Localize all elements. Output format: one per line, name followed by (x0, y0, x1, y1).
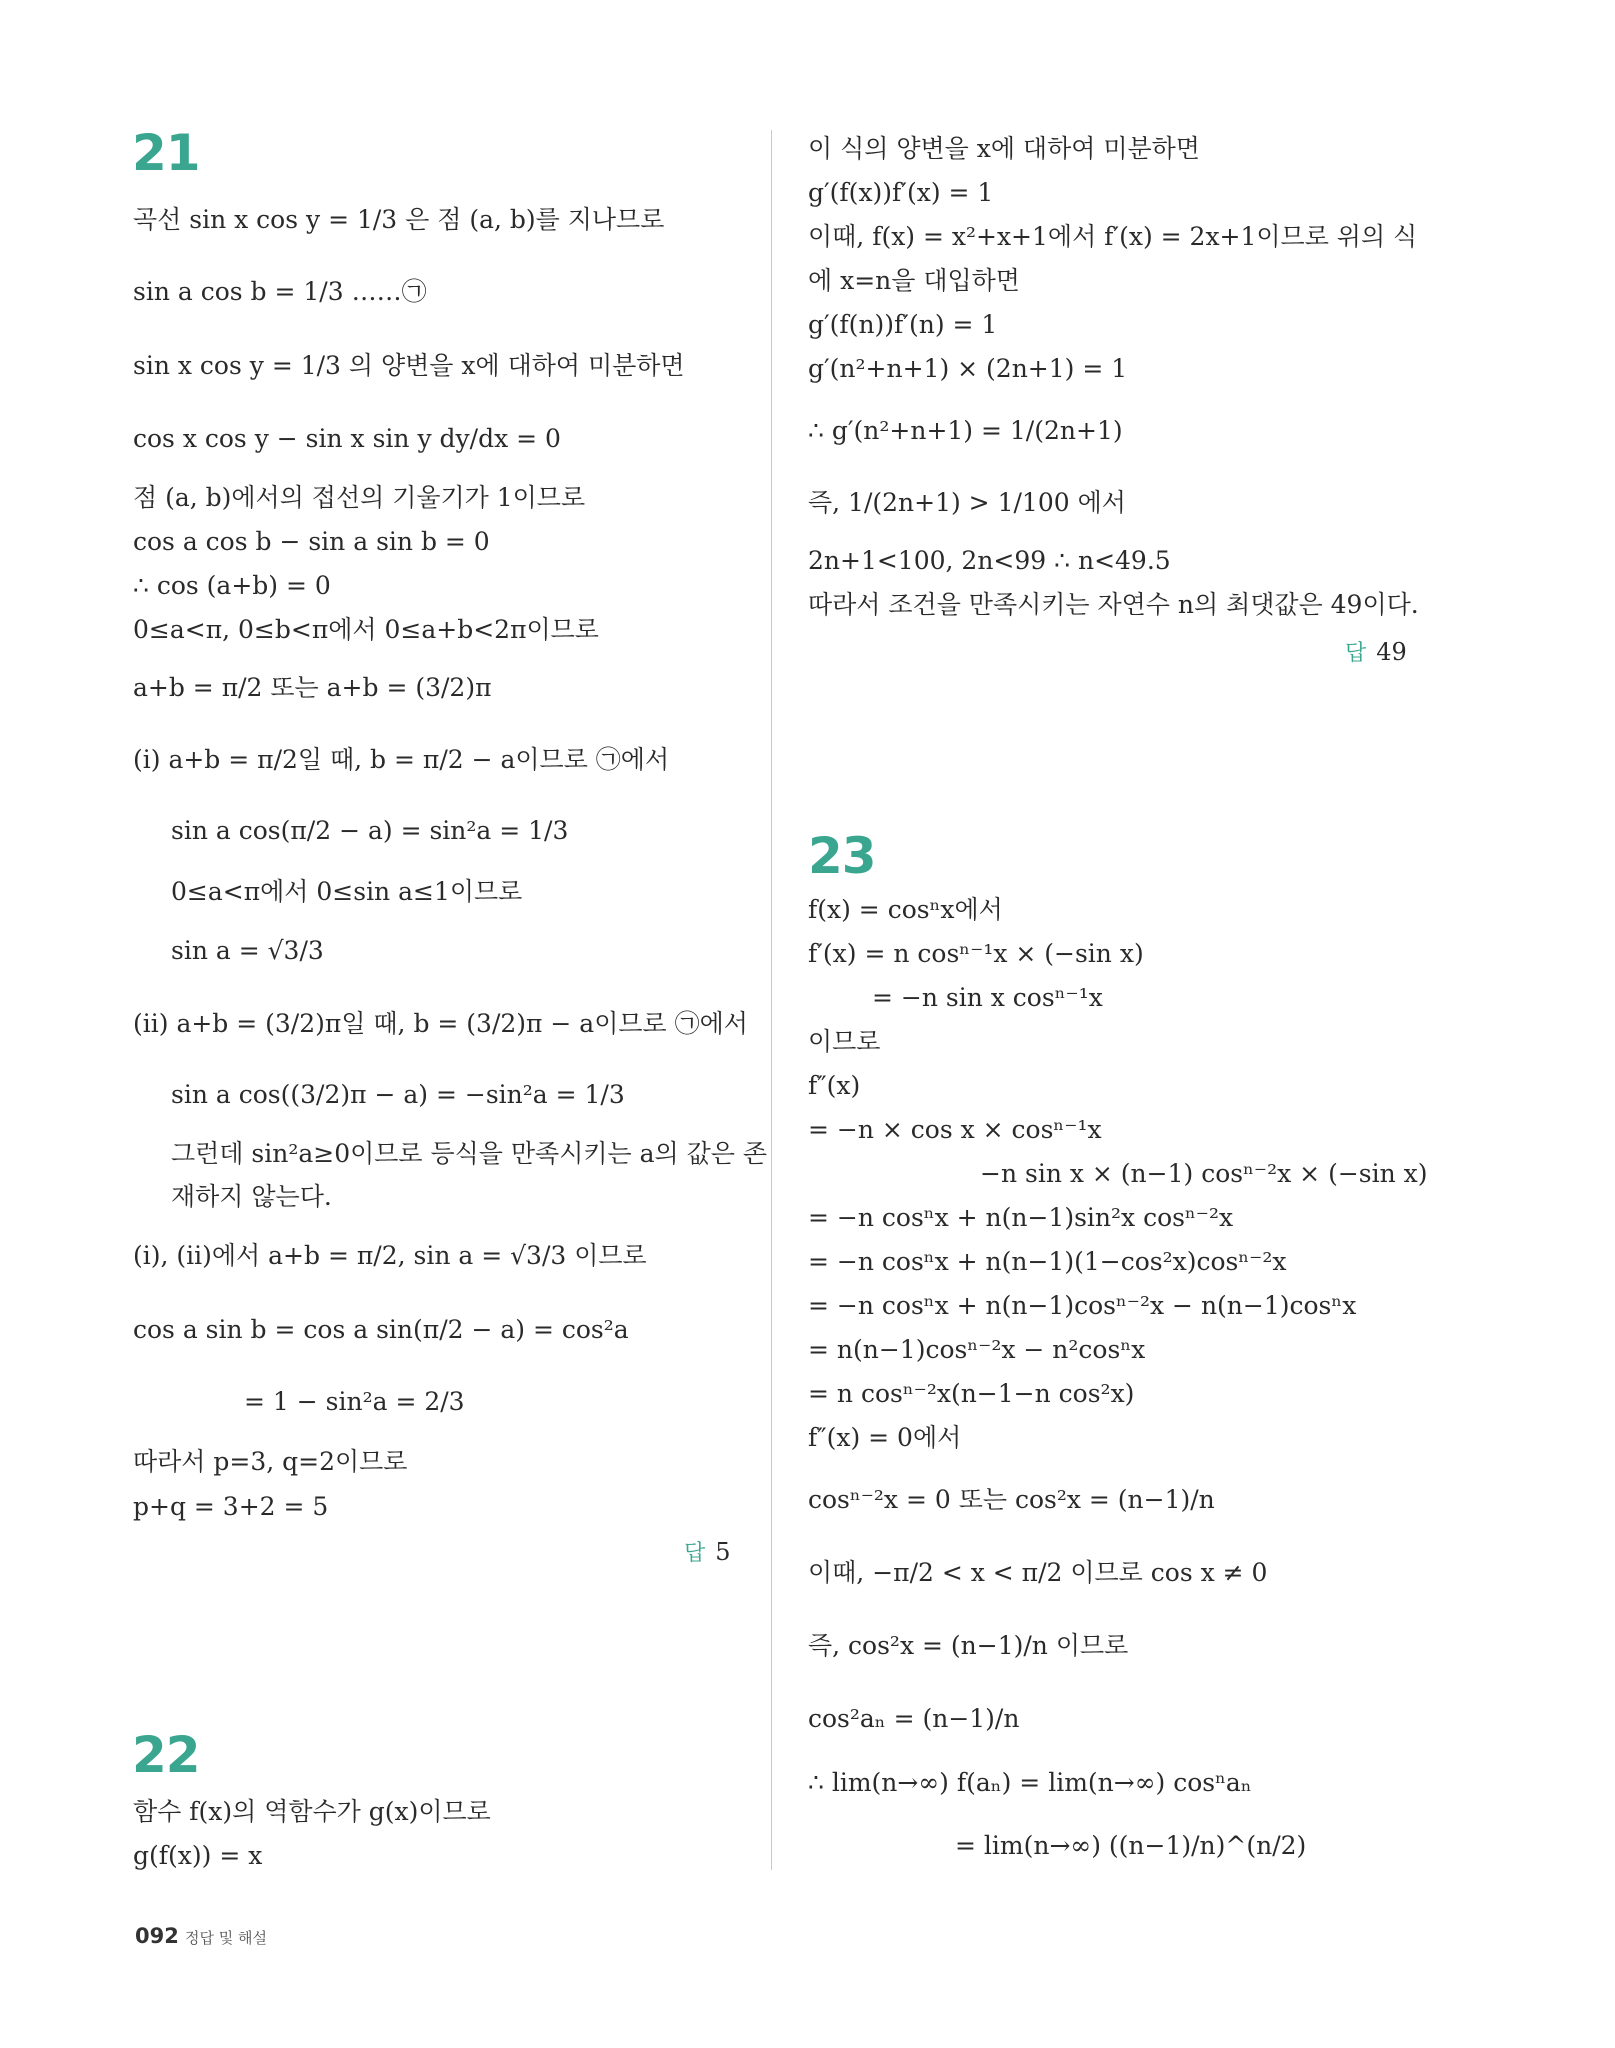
p21-line-13: sin a = √3/3 (171, 936, 324, 965)
p22-right-line-8: 즉, 1/(2n+1) > 1/100 에서 (808, 488, 1126, 517)
footer-label: 정답 및 해설 (185, 1929, 267, 1947)
p23-line-7: −n sin x × (n−1) cosⁿ⁻²x × (−sin x) (980, 1159, 1428, 1188)
p23-line-8: = −n cosⁿx + n(n−1)sin²x cosⁿ⁻²x (808, 1203, 1234, 1232)
p23-line-2: f′(x) = n cosⁿ⁻¹x × (−sin x) (808, 939, 1144, 968)
p21-line-16: 그런데 sin²a≥0이므로 등식을 만족시키는 a의 값은 존 (171, 1139, 767, 1168)
p22-right-line-1: 이 식의 양변을 x에 대하여 미분하면 (808, 134, 1200, 163)
p21-line-3: sin x cos y = 1/3 의 양변을 x에 대하여 미분하면 (133, 351, 685, 380)
p23-line-13: f″(x) = 0에서 (808, 1423, 962, 1452)
p21-line-1: 곡선 sin x cos y = 1/3 은 점 (a, b)를 지나므로 (133, 205, 665, 234)
p21-line-21: 따라서 p=3, q=2이므로 (133, 1447, 408, 1476)
p21-line-22: p+q = 3+2 = 5 (133, 1492, 329, 1521)
column-divider (771, 130, 772, 1870)
p22-right-line-5: g′(f(n))f′(n) = 1 (808, 310, 998, 339)
p23-line-10: = −n cosⁿx + n(n−1)cosⁿ⁻²x − n(n−1)cosⁿx (808, 1291, 1357, 1320)
problem-21-number: 21 (132, 124, 200, 182)
p22-answer (1345, 636, 1407, 667)
p23-line-9: = −n cosⁿx + n(n−1)(1−cos²x)cosⁿ⁻²x (808, 1247, 1287, 1276)
p23-line-1: f(x) = cosⁿx에서 (808, 895, 1003, 924)
p21-line-19: cos a sin b = cos a sin(π/2 − a) = cos²a (133, 1315, 629, 1344)
p21-line-4: cos x cos y − sin x sin y dy/dx = 0 (133, 424, 561, 453)
p21-line-11: sin a cos(π/2 − a) = sin²a = 1/3 (171, 816, 569, 845)
p23-line-14: cosⁿ⁻²x = 0 또는 cos²x = (n−1)/n (808, 1485, 1215, 1514)
p23-line-6: = −n × cos x × cosⁿ⁻¹x (808, 1115, 1102, 1144)
p21-line-18: (ⅰ), (ⅱ)에서 a+b = π/2, sin a = √3/3 이므로 (133, 1241, 647, 1270)
answer-label: 답 (1345, 641, 1367, 666)
p22-right-line-2: g′(f(x))f′(x) = 1 (808, 178, 994, 207)
p22-right-line-3: 이때, f(x) = x²+x+1에서 f′(x) = 2x+1이므로 위의 식 (808, 222, 1418, 251)
p22-left-line-2: g(f(x)) = x (133, 1841, 263, 1870)
problem-22-number: 22 (132, 1726, 200, 1784)
p23-line-12: = n cosⁿ⁻²x(n−1−n cos²x) (808, 1379, 1135, 1408)
p22-left-line-1: 함수 f(x)의 역함수가 g(x)이므로 (133, 1797, 491, 1826)
p22-right-line-4: 에 x=n을 대입하면 (808, 266, 1020, 295)
problem-23-number: 23 (808, 827, 876, 885)
p23-line-18: ∴ lim(n→∞) f(aₙ) = lim(n→∞) cosⁿaₙ (808, 1768, 1252, 1797)
p23-line-17: cos²aₙ = (n−1)/n (808, 1704, 1020, 1733)
p22-right-line-6: g′(n²+n+1) × (2n+1) = 1 (808, 354, 1128, 383)
p23-line-16: 즉, cos²x = (n−1)/n 이므로 (808, 1631, 1129, 1660)
p21-line-8: 0≤a<π, 0≤b<π에서 0≤a+b<2π이므로 (133, 615, 599, 644)
p23-line-11: = n(n−1)cosⁿ⁻²x − n²cosⁿx (808, 1335, 1146, 1364)
p21-line-14: (ⅱ) a+b = (3/2)π일 때, b = (3/2)π − a이므로 ㉠에서 (133, 1009, 748, 1038)
p21-line-6: cos a cos b − sin a sin b = 0 (133, 527, 490, 556)
answer-value: 5 (715, 1538, 731, 1566)
p21-line-7: ∴ cos (a+b) = 0 (133, 571, 331, 600)
p22-right-line-10: 따라서 조건을 만족시키는 자연수 n의 최댓값은 49이다. (808, 590, 1419, 619)
p21-line-5: 점 (a, b)에서의 접선의 기울기가 1이므로 (133, 483, 586, 512)
p21-line-15: sin a cos((3/2)π − a) = −sin²a = 1/3 (171, 1080, 625, 1109)
p22-right-line-7: ∴ g′(n²+n+1) = 1/(2n+1) (808, 416, 1123, 445)
p21-line-12: 0≤a<π에서 0≤sin a≤1이므로 (171, 877, 523, 906)
p21-line-9: a+b = π/2 또는 a+b = (3/2)π (133, 673, 492, 702)
p21-line-17: 재하지 않는다. (171, 1182, 332, 1211)
p23-line-5: f″(x) (808, 1071, 861, 1100)
answer-value: 49 (1376, 638, 1407, 666)
p21-line-20: = 1 − sin²a = 2/3 (244, 1387, 465, 1416)
p21-line-10: (ⅰ) a+b = π/2일 때, b = π/2 − a이므로 ㉠에서 (133, 745, 670, 774)
p23-line-4: 이므로 (808, 1027, 881, 1056)
answer-label: 답 (684, 1541, 706, 1566)
p21-answer (684, 1536, 731, 1567)
p23-line-15: 이때, −π/2 < x < π/2 이므로 cos x ≠ 0 (808, 1558, 1268, 1587)
page-number: 092 (135, 1924, 179, 1948)
p23-line-19: = lim(n→∞) ((n−1)/n)^(n/2) (955, 1831, 1307, 1860)
p22-right-line-9: 2n+1<100, 2n<99 ∴ n<49.5 (808, 546, 1171, 575)
p21-line-2: sin a cos b = 1/3 ……㉠ (133, 277, 427, 306)
p23-line-3: = −n sin x cosⁿ⁻¹x (872, 983, 1103, 1012)
